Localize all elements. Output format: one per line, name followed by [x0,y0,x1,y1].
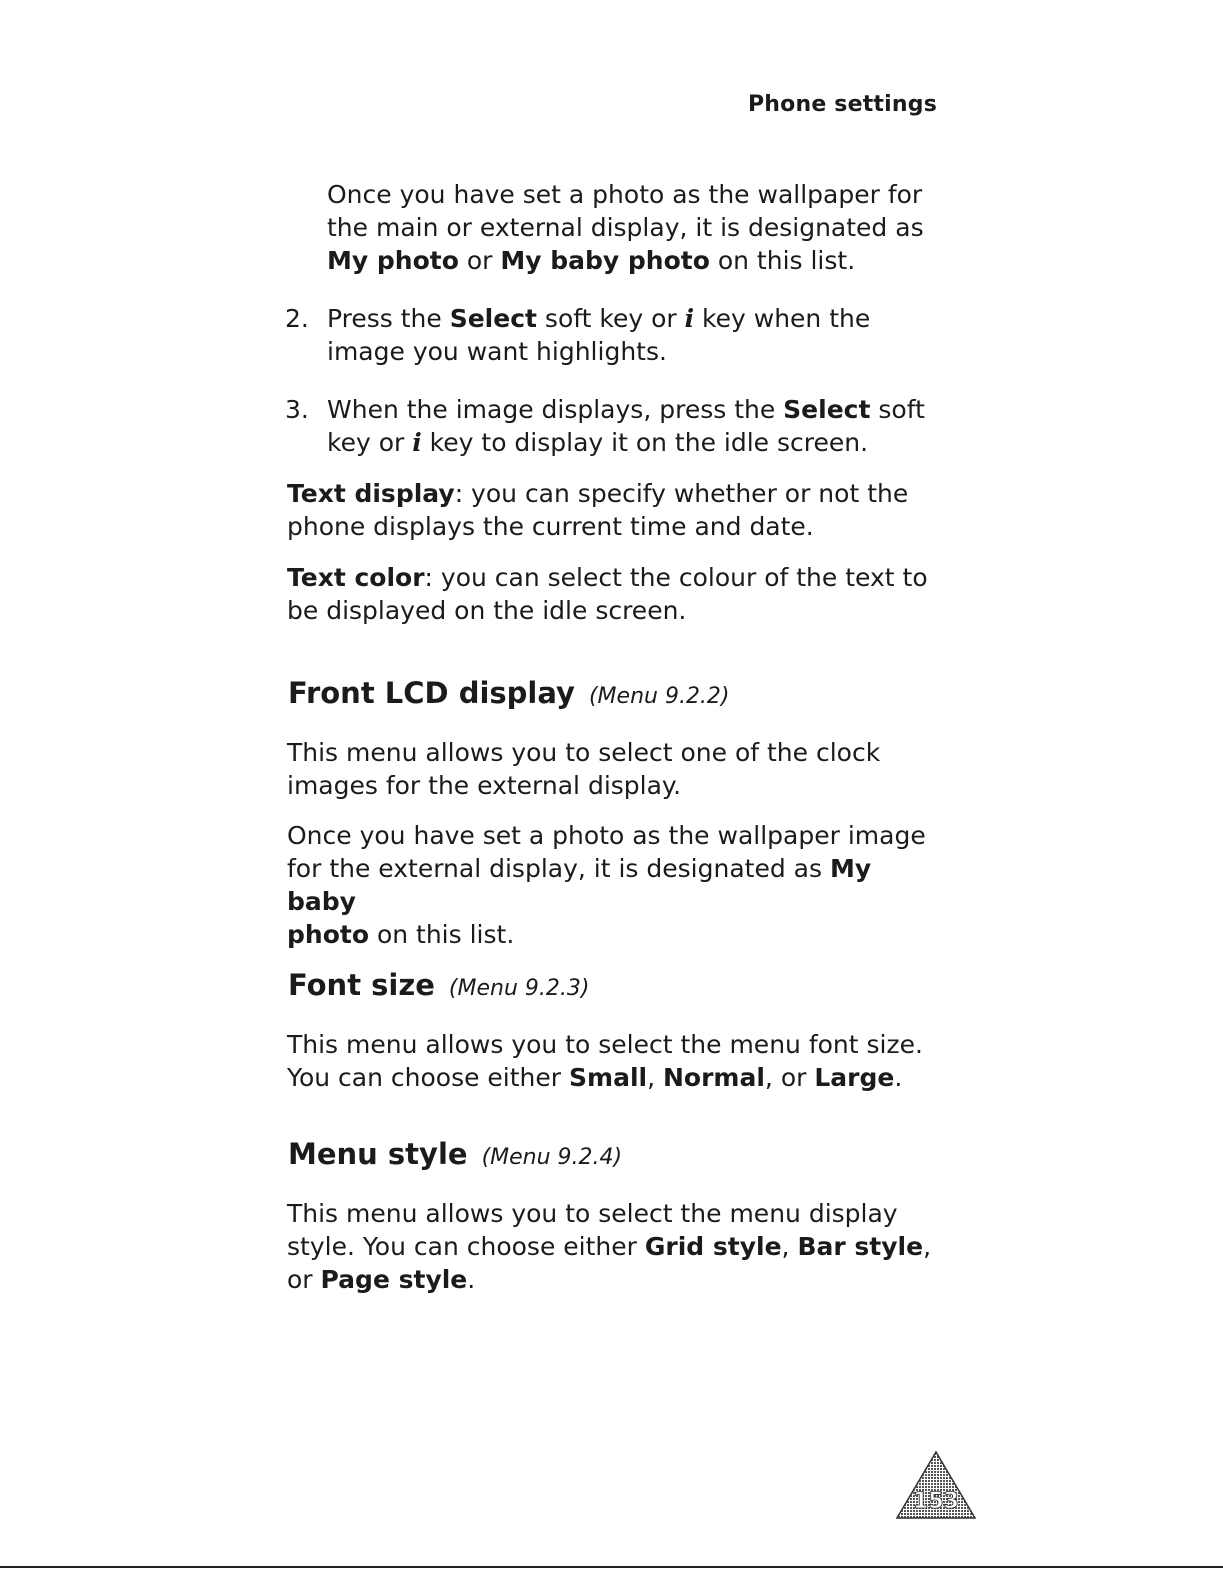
separator: . [467,1265,476,1294]
step-text: image you want highlights. [327,337,667,366]
intro-line-1: Once you have set a photo as the wallpaper for [327,180,923,209]
menu-style-paragraph [287,1197,947,1296]
front-lcd-paragraph-2 [287,819,947,951]
paragraph-text: be displayed on the idle screen. [287,596,687,625]
running-header: Phone settings [747,92,937,117]
select-key-term: Select [449,304,537,333]
i-key-icon: i [684,304,695,333]
option-bar-style: Bar style [797,1232,924,1261]
font-size-paragraph [287,1028,947,1094]
menu-reference: (Menu 9.2.2) [588,684,730,709]
step-text: soft key or [536,304,685,333]
step-number: 2. [285,304,309,333]
intro-line-2: the main or external display, it is designated as [327,213,924,242]
separator: , [781,1232,798,1261]
option-large: Large [814,1063,895,1092]
menu-reference: (Menu 9.2.4) [481,1145,623,1170]
separator: , [647,1063,663,1092]
paragraph-text: for the external display, it is designated as [287,854,830,883]
section-title: Menu style [288,1137,468,1171]
menu-style-heading [288,1137,622,1171]
section-title: Front LCD display [288,676,575,710]
step-text: When the image displays, press the [327,395,784,424]
text-color-paragraph [287,561,947,627]
step-2 [285,302,927,368]
my-photo-term: My photo [327,246,459,275]
paragraph-text: Once you have set a photo as the wallpaper image [287,821,926,850]
menu-reference: (Menu 9.2.3) [448,976,590,1001]
paragraph-text: style. You can choose either [287,1232,645,1261]
step-number: 3. [285,395,309,424]
step-3 [285,393,927,459]
option-normal: Normal [663,1063,765,1092]
option-page-style: Page style [320,1265,468,1294]
intro-line-end: on this list. [709,246,856,275]
page-number: 153 [913,1489,959,1514]
front-lcd-heading [288,676,730,710]
footer-rule [0,1566,1223,1568]
select-key-term: Select [783,395,871,424]
step-text: key or [327,428,413,457]
text-display-term: Text display [287,479,455,508]
paragraph-text: on this list. [369,920,515,949]
step-text: key when the [694,304,871,333]
paragraph-text: This menu allows you to select one of the clock [287,738,881,767]
intro-paragraph [327,178,927,277]
paragraph-text: : you can select the colour of the text to [424,563,928,592]
separator: , or [764,1063,815,1092]
separator: , [923,1232,932,1261]
step-text: key to display it on the idle screen. [421,428,869,457]
text-display-paragraph [287,477,947,543]
text-color-term: Text color [287,563,425,592]
front-lcd-paragraph-1 [287,736,947,802]
paragraph-text: or [287,1265,321,1294]
paragraph-text: This menu allows you to select the menu display [287,1199,898,1228]
paragraph-text: phone displays the current time and date. [287,512,814,541]
i-key-icon: i [412,428,422,457]
option-grid-style: Grid style [644,1232,782,1261]
step-text: soft [870,395,925,424]
paragraph-text: You can choose either [287,1063,570,1092]
my-baby-photo-term: My baby [287,854,872,916]
separator: . [894,1063,903,1092]
my-baby-photo-term: My baby photo [500,246,710,275]
font-size-heading [288,968,589,1002]
section-title: Font size [288,968,435,1002]
paragraph-text: images for the external display. [287,771,682,800]
step-text: Press the [327,304,450,333]
paragraph-text: This menu allows you to select the menu font size. [287,1030,923,1059]
my-baby-photo-term: photo [287,920,369,949]
intro-connector: or [458,246,501,275]
paragraph-text: : you can specify whether or not the [454,479,909,508]
page-number-triangle-icon [895,1450,977,1520]
option-small: Small [569,1063,648,1092]
